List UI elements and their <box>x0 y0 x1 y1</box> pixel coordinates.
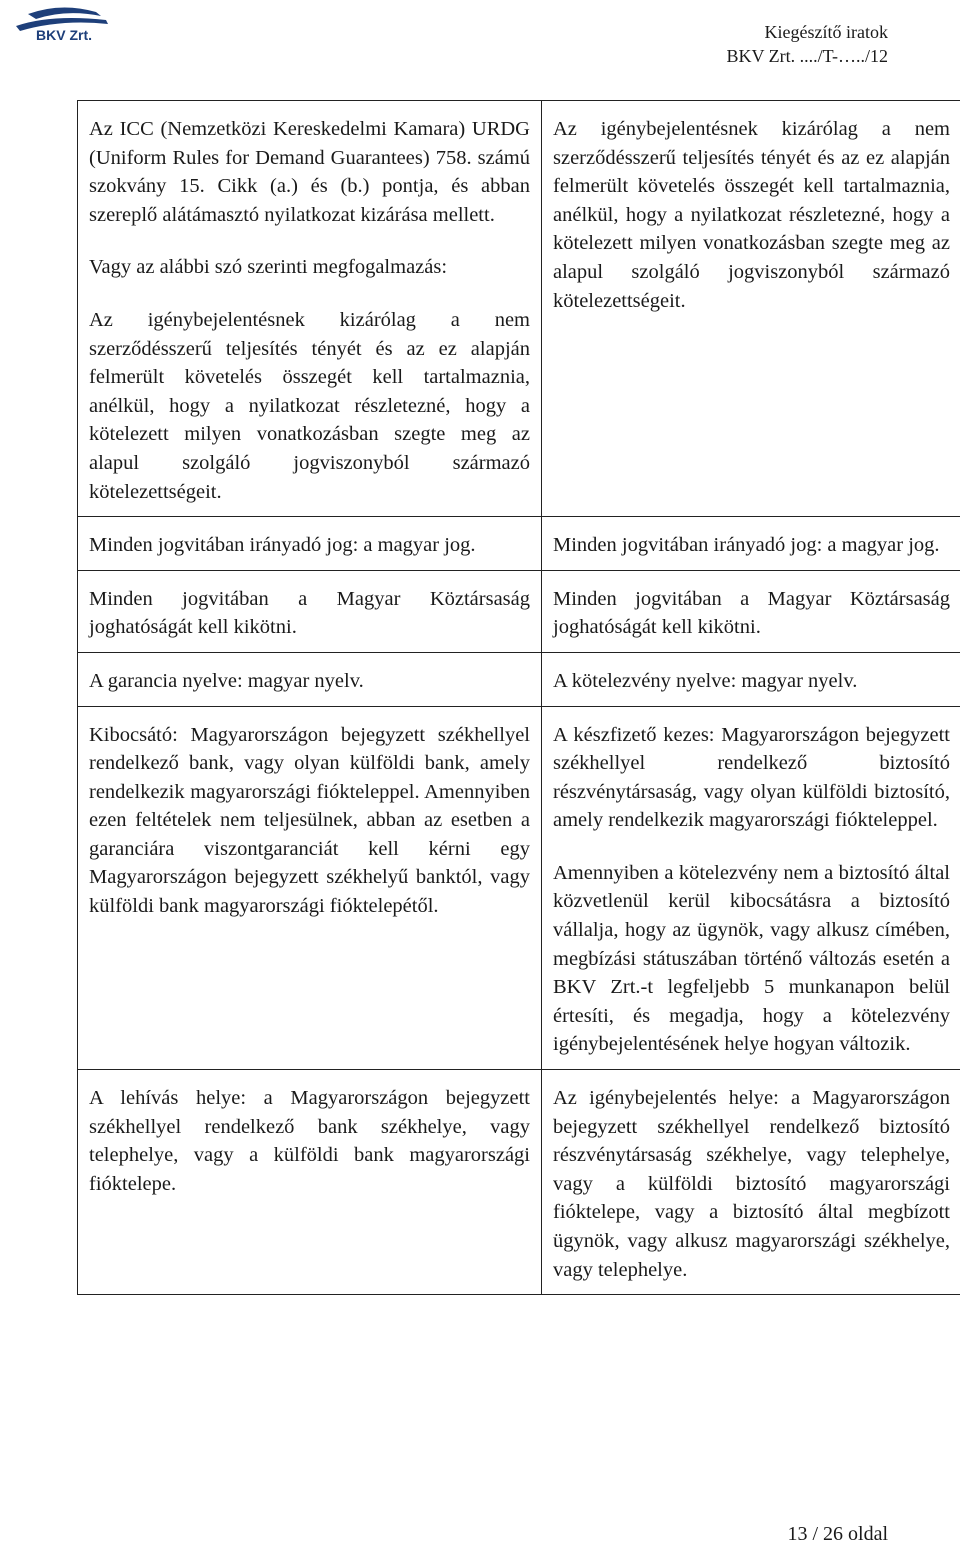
bkv-logo-text: BKV Zrt. <box>36 27 92 43</box>
table-row <box>78 706 960 1070</box>
bkv-logo-icon <box>6 4 114 44</box>
paragraph: Kibocsátó: Magyarországon bejegyzett székhellyel rendelkező bank, vagy olyan külföldi bank, amely rendelkezik magyarországi fiókteleppel. Amennyiben ezen feltételek nem teljesülnek, abban az esetben a garanciára viszontgaranciát kell kérni egy Magyarországon bejegyzett székhelyű banktól, vagy külföldi bank magyarországi fióktelepétől. <box>89 723 530 918</box>
paragraph: Az igénybejelentésnek kizárólag a nem szerződésszerű teljesítés tényét és az ez alapján felmerült követelés összegét kell tartalmaznia, anélkül, hogy a nyilatkozat részletezné, hogy a kötelezett milyen vonatkozásban szegte meg az alapul szolgáló jogviszonyból származó kötelezettségeit. <box>553 118 950 312</box>
table-row <box>78 101 960 517</box>
table-cell-left <box>78 570 542 652</box>
paragraph: A garancia nyelve: magyar nyelv. <box>89 669 364 692</box>
page-number: 13 / 26 oldal <box>787 1523 888 1545</box>
paragraph: Az ICC (Nemzetközi Kereskedelmi Kamara) URDG (Uniform Rules for Demand Guarantees) 758. számú szokvány 15. Cikk (a.) és (b.) pontja, és abban szereplő alátámasztó nyilatkozat kizárása mellett. <box>89 118 530 226</box>
paragraph: Vagy az alábbi szó szerinti megfogalmazás: <box>89 256 448 279</box>
paragraph: Minden jogvitában a Magyar Köztársaság joghatóságát kell kikötni. <box>553 587 950 639</box>
table-cell-left <box>78 101 542 517</box>
table-cell-right <box>542 706 960 1070</box>
table-cell-right <box>542 1070 960 1295</box>
paragraph: A lehívás helye: a Magyarországon bejegyzett székhellyel rendelkező bank székhelye, vagy telephelye, vagy a külföldi bank magyarországi fióktelepe. <box>89 1087 530 1195</box>
paragraph: Amennyiben a kötelezvény nem a biztosító által közvetlenül kerül kibocsátásra a biztosító vállalja, hogy az ügynök, vagy alkusz címében, megbízási státuszában történő változás esetén a BKV Zrt.-t legfeljebb 5 munkanapon belül értesíti, és megadja, hogy a kötelezvény igénybejelentésének helye hogyan változik. <box>553 861 950 1056</box>
paragraph: A készfizető kezes: Magyarországon bejegyzett székhellyel rendelkező biztosító részvénytársaság, vagy olyan külföldi biztosító, amely rendelkezik magyarországi fiókteleppel. <box>553 723 950 832</box>
paragraph: Minden jogvitában irányadó jog: a magyar jog. <box>89 534 476 557</box>
document-header <box>726 20 888 68</box>
table-cell-left <box>78 652 542 706</box>
table-row <box>78 517 960 571</box>
bkv-logo <box>6 4 114 44</box>
paragraph: Minden jogvitában irányadó jog: a magyar jog. <box>553 534 940 557</box>
paragraph: Az igénybejelentés helye: a Magyarországon bejegyzett székhellyel rendelkező biztosító részvénytársaság székhelye, vagy telephelye, vagy a külföldi biztosító magyarországi fióktelepe, vagy a biztosító által megbízott ügynök, vagy alkusz magyarországi székhelye, vagy telephelye. <box>553 1087 950 1281</box>
table-cell-left <box>78 517 542 571</box>
document-reference: BKV Zrt. ..../T-…../12 <box>726 46 888 66</box>
table-cell-right <box>542 101 960 517</box>
table-cell-right <box>542 652 960 706</box>
table-cell-left <box>78 1070 542 1295</box>
table-cell-right <box>542 570 960 652</box>
paragraph: Minden jogvitában a Magyar Köztársaság joghatóságát kell kikötni. <box>89 587 530 639</box>
table-cell-left <box>78 706 542 1070</box>
table-row <box>78 570 960 652</box>
terms-comparison-table <box>77 100 960 1295</box>
table-row <box>78 1070 960 1295</box>
table-cell-right <box>542 517 960 571</box>
paragraph: A kötelezvény nyelve: magyar nyelv. <box>553 669 858 692</box>
paragraph: Az igénybejelentésnek kizárólag a nem szerződésszerű teljesítés tényét és az ez alapján felmerült követelés összegét kell tartalmaznia, anélkül, hogy a nyilatkozat részletezné, hogy a kötelezett milyen vonatkozásban szegte meg az alapul szolgáló jogviszonyból származó kötelezettségeit. <box>89 308 530 503</box>
document-type: Kiegészítő iratok <box>764 22 888 42</box>
table-row <box>78 652 960 706</box>
